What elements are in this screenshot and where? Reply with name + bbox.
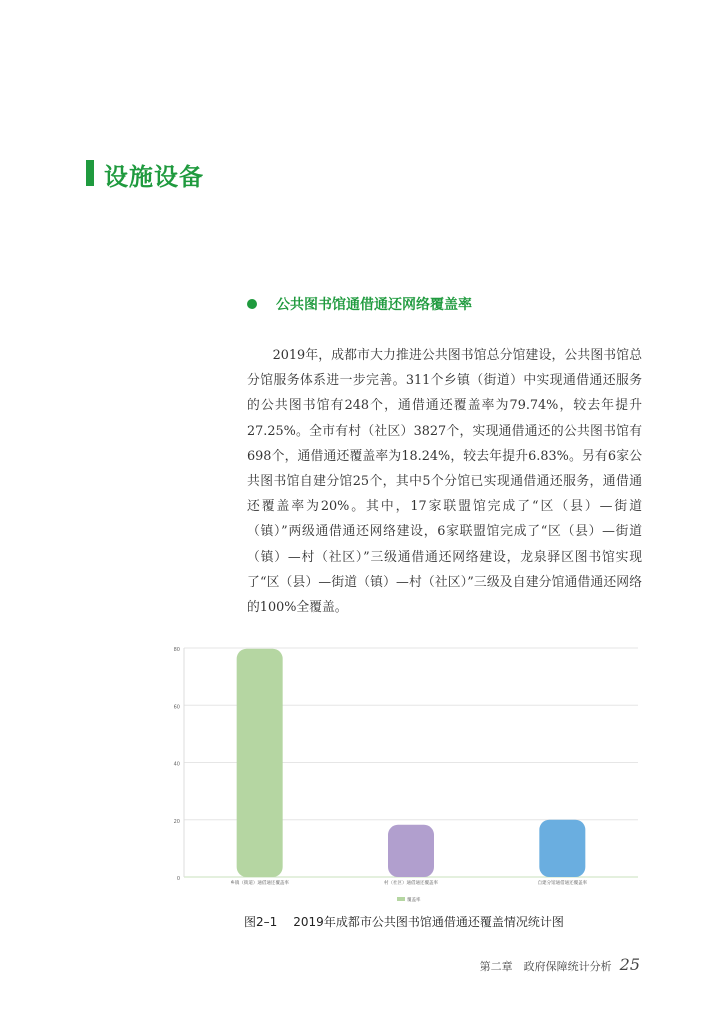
section-title: 设施设备 xyxy=(104,163,204,191)
x-tick-label: 村（社区）通借通还覆盖率 xyxy=(384,881,438,886)
figure-title: 2019年成都市公共图书馆通借通还覆盖情况统计图 xyxy=(293,915,564,929)
bullet-dot xyxy=(247,299,257,309)
legend-label: 覆盖率 xyxy=(407,898,421,903)
body-paragraph: 2019年，成都市大力推进公共图书馆总分馆建设，公共图书馆总分馆服务体系进一步完善。311个乡镇（街道）中实现通借通还服务的公共图书馆有248个，通借通还覆盖率为79.74%，较去年提升27.25%。全市有村（社区）3827个，实现通借通还的公共图书馆有698个，通借通还覆盖率为18.24%，较去年提升6.83%。另有6家公共图书馆自建分馆25个，其中5个分馆已实现通借通还服务，通借通还覆盖率为20%。其中，17家联盟馆完成了“区（县）—街道（镇）”两级通借通还网络建设，6家联盟馆完成了“区（县）—街道（镇）—村（社区）”三级通借通还网络建设，龙泉驿区图书馆实现了“区（县）—街道（镇）—村（社区）”三级及自建分馆通借通还网络的100%全覆盖。 xyxy=(247,348,642,616)
x-tick-label: 自建分馆通借通还覆盖率 xyxy=(537,881,588,886)
section-marker xyxy=(86,160,94,186)
bar xyxy=(237,649,283,877)
bar xyxy=(539,820,585,877)
bar xyxy=(388,825,434,877)
figure-caption xyxy=(244,913,564,930)
x-tick-label: 乡镇（街道）通借通还覆盖率 xyxy=(230,881,289,886)
y-tick-label: 60 xyxy=(173,704,180,711)
chart-svg xyxy=(170,640,645,915)
legend-swatch xyxy=(397,897,405,901)
y-tick-label: 80 xyxy=(173,647,180,653)
figure-number: 图2–1 xyxy=(244,915,278,929)
bar-chart xyxy=(170,640,645,915)
y-tick-label: 0 xyxy=(176,876,180,882)
page-number: 25 xyxy=(619,955,640,974)
subsection-title: 公共图书馆通借通还网络覆盖率 xyxy=(276,297,472,313)
y-tick-label: 40 xyxy=(173,761,180,768)
y-tick-label: 20 xyxy=(173,818,180,825)
page-footer xyxy=(480,955,640,974)
footer-chapter: 第二章 政府保障统计分析 xyxy=(479,960,612,973)
